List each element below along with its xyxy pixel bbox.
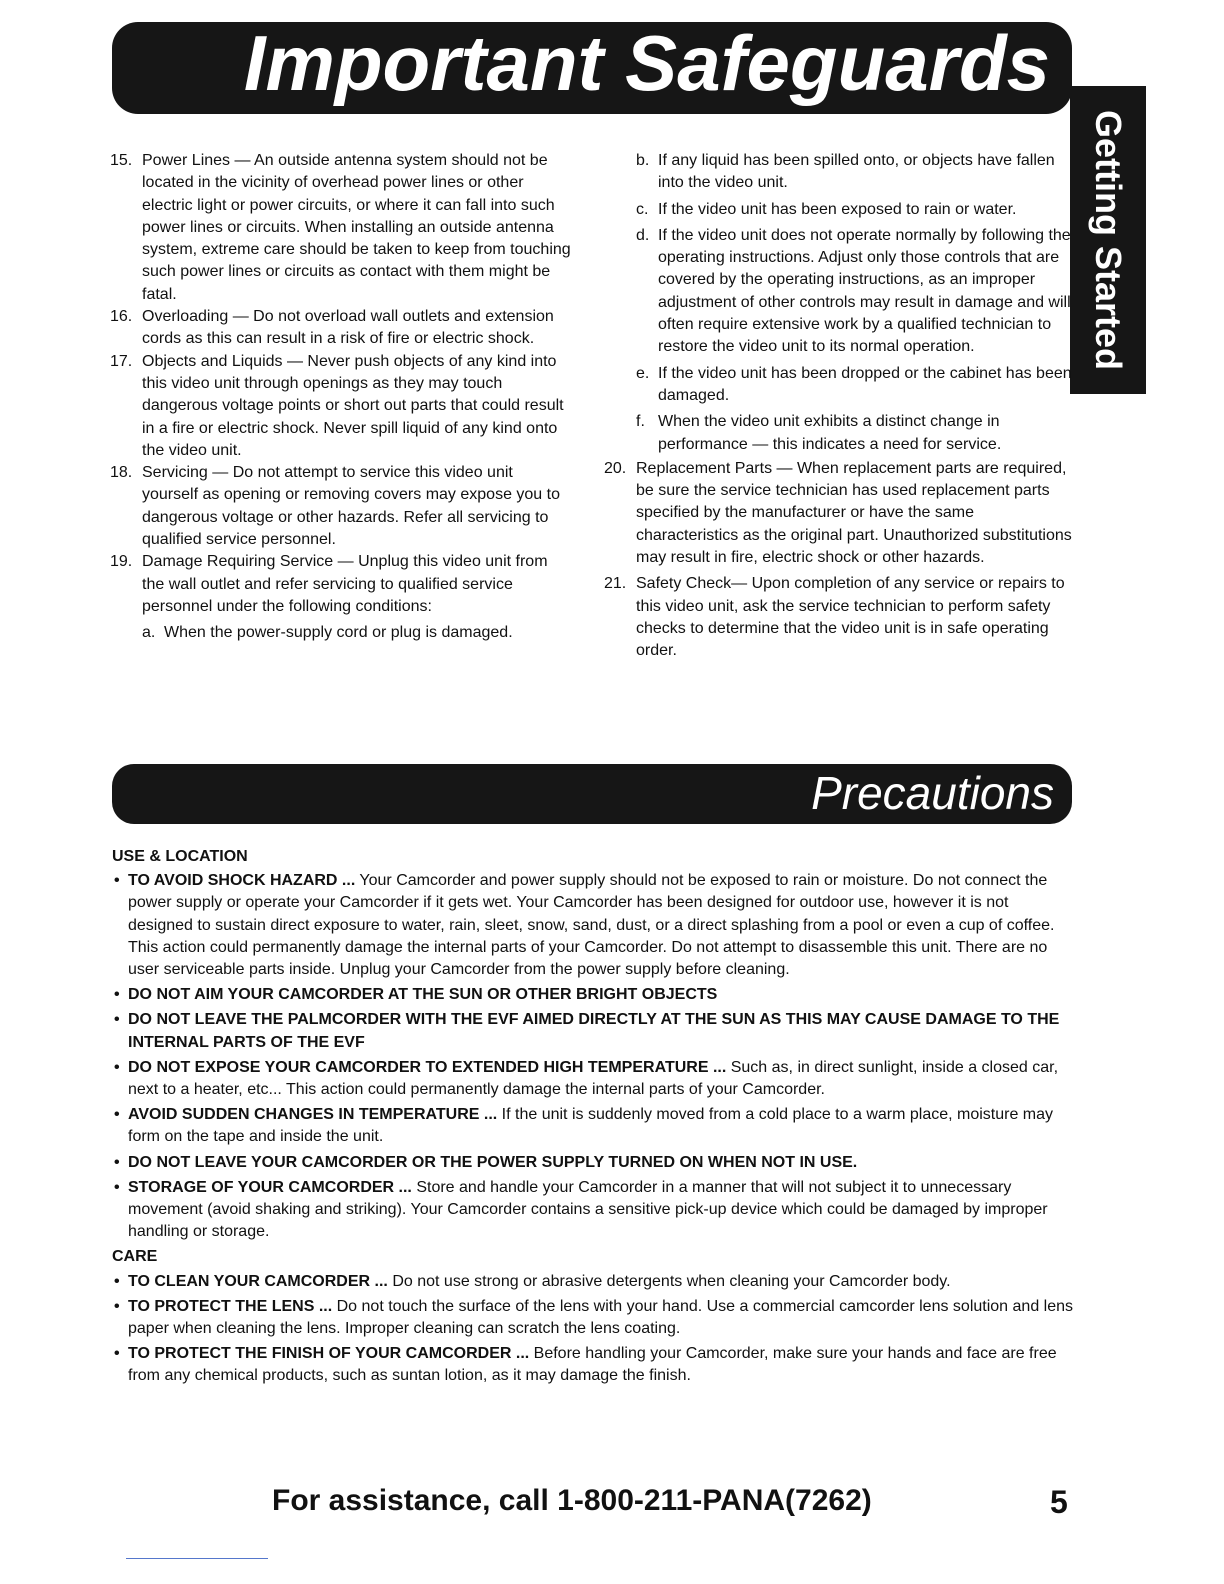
precaution-bullet: • STORAGE OF YOUR CAMCORDER ... Store and handle your Camcorder in a manner that will not subject it to unnecessary movement (avoid shaking and striking). Your Camcorder contains a sensitive pick-up device which could be damaged by improper handling or storage. [114,1178,1048,1241]
assistance-footer: For assistance, call 1-800-211-PANA(7262) [272,1484,872,1517]
getting-started-tab [1070,86,1146,394]
condition-item [110,622,572,644]
condition-letter: e. [636,364,650,382]
bullet-lead: DO NOT LEAVE THE PALMCORDER WITH THE EVF AIMED DIRECTLY AT THE SUN AS THIS MAY CAUSE DAMAGE TO THE INTERNAL PARTS OF THE EVF [128,1011,1060,1051]
condition-text: When the power-supply cord or plug is damaged. [164,624,513,642]
precaution-bullet: • TO CLEAN YOUR CAMCORDER ... Do not use strong or abrasive detergents when cleaning your Camcorder body. [114,1272,951,1290]
condition-letter: c. [636,200,649,218]
condition-text: If the video unit has been dropped or the cabinet has been damaged. [658,364,1072,404]
item-text: Replacement Parts — When replacement parts are required, be sure the service technician has used replacement parts specified by the manufacturer or have the same characteristics as the original part. Unauthorized substitutions may result in fire, electric shock or other hazards. [636,459,1072,567]
item-text: Safety Check— Upon completion of any service or repairs to this video unit, ask the service technician to perform safety checks to determine that the video unit is in safe operating order. [636,575,1065,660]
care-heading: CARE [112,1248,158,1266]
bullet-text: Do not touch the surface of the lens with your hand. Use a commercial camcorder lens solution and lens paper when cleaning the lens. Improper cleaning can scratch the lens coating. [128,1297,1074,1338]
condition-letter: b. [636,152,650,169]
item-text: Objects and Liquids — Never push objects of any kind into this video unit through openings as they may touch dangerous voltage points or short out parts that could result in a fire or electric shock. Never spill liquid of any kind onto the video unit. [142,352,564,459]
item-number: 15. [110,152,133,169]
item-number: 17. [110,352,133,370]
bullet-text: Your Camcorder and power supply should not be exposed to rain or moisture. Do not connect the power supply or operate your Camcorder if it gets wet. Your Camcorder has been designed for outdoor use, however it is not designed to sustain direct exposure to water, rain, sleet, snow, sand, dust, or a direct splashing from a pool or even a cup of coffee. This action could permanently damage the internal parts of your Camcorder. Do not attempt to disassemble this unit. There are no user serviceable parts inside. Unplug your Camcorder from the power supply before cleaning. [128,872,1055,979]
condition-item [604,199,1072,221]
condition-item [604,411,1072,456]
bullet-lead: TO CLEAN YOUR CAMCORDER ... [128,1272,388,1290]
item-text: Overloading — Do not overload wall outlets and extension cords as this can result in a risk of fire or electric shock. [142,308,554,348]
item-number: 18. [110,464,133,482]
bullet-text: Do not use strong or abrasive detergents when cleaning your Camcorder body. [392,1272,951,1290]
condition-letter: a. [142,624,156,642]
precaution-bullet: • TO AVOID SHOCK HAZARD ... Your Camcorder and power supply should not be exposed to rain or moisture. Do not connect the power supply or operate your Camcorder if it gets wet. Your Camcorder has been designed for outdoor use, however it is not designed to sustain direct exposure to water, rain, sleet, snow, sand, dust, or a direct splashing from a pool or even a cup of coffee. This action could permanently damage the internal parts of your Camcorder. Do not attempt to disassemble this unit. There are no user serviceable parts inside. Unplug your Camcorder from the power supply before cleaning. [114,872,1055,979]
precaution-bullet: • DO NOT LEAVE YOUR CAMCORDER OR THE POWER SUPPLY TURNED ON WHEN NOT IN USE. [114,1153,858,1171]
bullet-text: Store and handle your Camcorder in a manner that will not subject it to unnecessary movement (avoid shaking and striking). Your Camcorder contains a sensitive pick-up device which could be damaged by improper handling or storage. [128,1178,1048,1241]
item-text: Damage Requiring Service — Unplug this video unit from the wall outlet and refer servicing to qualified service personnel under the following conditions: [142,553,548,615]
bullet-lead: DO NOT EXPOSE YOUR CAMCORDER TO EXTENDED HIGH TEMPERATURE ... [128,1058,727,1076]
safeguards-right-column [604,150,1072,663]
bullet-lead: DO NOT LEAVE YOUR CAMCORDER OR THE POWER SUPPLY TURNED ON WHEN NOT IN USE. [128,1153,858,1171]
safeguard-item [604,458,1072,569]
condition-item [604,225,1072,359]
condition-letter: d. [636,226,650,244]
bullet-text: If the unit is suddenly moved from a cold place to a warm place, moisture may form on the tape and inside the unit. [128,1106,1054,1146]
bullet-lead: STORAGE OF YOUR CAMCORDER ... [128,1178,412,1196]
item-text: Servicing — Do not attempt to service this video unit yourself as opening or removing covers may expose you to dangerous voltage or other hazards. Refer all servicing to qualified service personnel. [142,464,560,549]
condition-text: If any liquid has been spilled onto, or objects have fallen into the video unit. [658,152,1055,192]
precautions-title: Precautions [811,767,1054,819]
item-number: 16. [110,308,133,326]
bullet-lead: TO AVOID SHOCK HAZARD ... [128,872,356,890]
condition-item [604,363,1072,408]
bottom-rule [126,1558,268,1559]
precaution-bullet: • DO NOT EXPOSE YOUR CAMCORDER TO EXTENDED HIGH TEMPERATURE ... Such as, in direct sunlight, inside a closed car, next to a heater, etc... This action could permanently damage the internal parts of your Camcorder. [114,1058,1059,1099]
item-number: 19. [110,553,133,571]
safeguards-left-column [110,150,572,645]
precaution-bullet: • TO PROTECT THE LENS ... Do not touch the surface of the lens with your hand. Use a commercial camcorder lens solution and lens paper when cleaning the lens. Improper cleaning can scratch the lens coating. [114,1297,1074,1338]
precaution-bullet: • DO NOT LEAVE THE PALMCORDER WITH THE EVF AIMED DIRECTLY AT THE SUN AS THIS MAY CAUSE DAMAGE TO THE INTERNAL PARTS OF THE EVF [114,1011,1060,1051]
precaution-bullet: • DO NOT AIM YOUR CAMCORDER AT THE SUN OR OTHER BRIGHT OBJECTS [114,986,718,1004]
safeguard-item [110,351,572,462]
bullet-text: Such as, in direct sunlight, inside a closed car, next to a heater, etc... This action could permanently damage the internal parts of your Camcorder. [128,1058,1059,1099]
bullet-lead: AVOID SUDDEN CHANGES IN TEMPERATURE ... [128,1106,498,1124]
safeguard-item [110,462,572,551]
side-tab-label: Getting Started [1088,109,1129,371]
precautions-body [112,846,1076,1391]
item-text: Power Lines — An outside antenna system should not be located in the vicinity of overhead power lines or other electric light or power circuits, or where it can fall into such power lines or circuits. When installing an outside antenna system, extreme care should be taken to keep from touching such power lines or circuits as contact with them might be fatal. [142,152,571,303]
safeguard-item [110,306,572,351]
safeguards-title: Important Safeguards [243,19,1050,107]
safeguard-item [110,150,572,306]
item-number: 20. [604,459,627,477]
bullet-lead: TO PROTECT THE LENS ... [128,1297,333,1315]
precaution-bullet: • TO PROTECT THE FINISH OF YOUR CAMCORDER ... Before handling your Camcorder, make sure your hands and face are free from any chemical products, such as suntan lotion, as it may damage the finish. [114,1345,1057,1385]
use-location-heading: USE & LOCATION [112,848,248,865]
safeguards-banner [112,19,1072,114]
bullet-lead: TO PROTECT THE FINISH OF YOUR CAMCORDER ... [128,1345,530,1363]
condition-text: When the video unit exhibits a distinct change in performance — this indicates a need for service. [658,413,1002,453]
condition-item [604,150,1072,195]
precaution-bullet: • AVOID SUDDEN CHANGES IN TEMPERATURE ... If the unit is suddenly moved from a cold place to a warm place, moisture may form on the tape and inside the unit. [114,1106,1054,1146]
safeguard-item [110,551,572,618]
condition-text: If the video unit does not operate normally by following the operating instructions. Adjust only those controls that are covered by the operating instructions, as an improper adjustment of other controls may result in damage and will often require extensive work by a qualified technician to restore the video unit to its normal operation. [658,226,1071,356]
page-number: 5 [1050,1484,1068,1520]
bullet-text: Before handling your Camcorder, make sure your hands and face are free from any chemical products, such as suntan lotion, as it may damage the finish. [128,1345,1057,1385]
item-number: 21. [604,575,627,593]
bullet-lead: DO NOT AIM YOUR CAMCORDER AT THE SUN OR OTHER BRIGHT OBJECTS [128,986,718,1004]
precautions-banner [112,764,1072,824]
safeguard-item [604,573,1072,662]
condition-letter: f. [636,413,645,431]
condition-text: If the video unit has been exposed to rain or water. [658,200,1017,218]
